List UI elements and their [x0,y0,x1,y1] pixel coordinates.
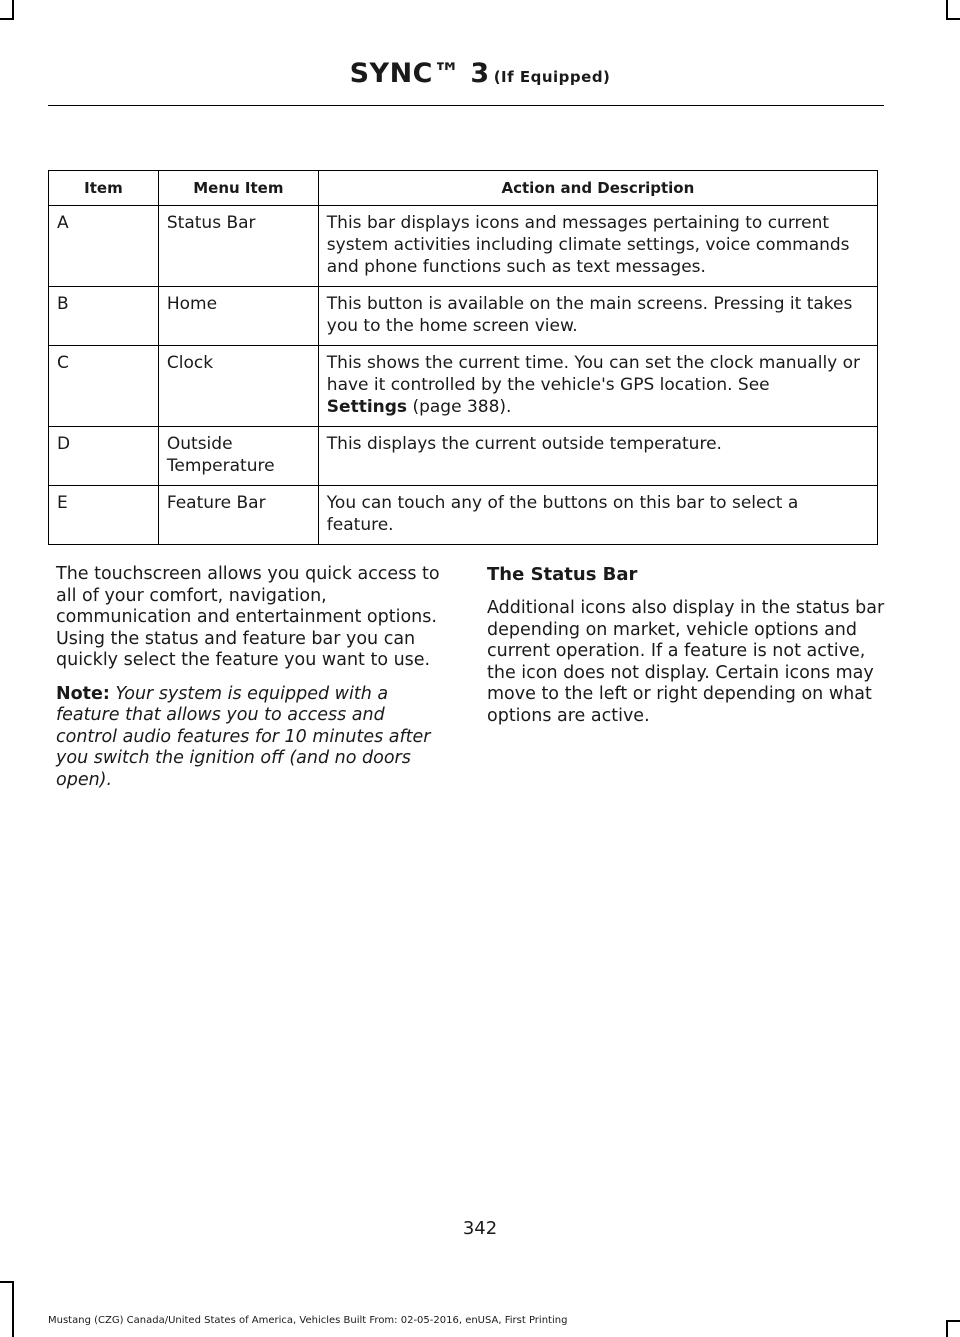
cell-description: This bar displays icons and messages pertaining to current system activities including climate settings, voice commands and phone functions such as text messages. [318,206,877,287]
cell-item: A [49,206,159,287]
page-title-main: SYNC™ 3 [349,58,490,89]
column-header-item: Item [49,171,159,206]
header-divider [48,105,884,106]
note-paragraph [56,684,448,792]
table-row [49,346,878,427]
cell-description: You can touch any of the buttons on this bar to select a feature. [318,486,877,545]
description-text: This shows the current time. You can set the clock manually or have it controlled by the vehicle's GPS location. See [326,353,861,395]
intro-paragraph: The touchscreen allows you quick access to all of your comfort, navigation, communication and entertainment options. Using the status and feature bar you can quickly select the feature you want to use. [56,564,440,670]
crop-mark [946,1320,960,1322]
cell-description: This button is available on the main screens. Pressing it takes you to the home screen view. [318,287,877,346]
crop-mark [12,0,14,18]
cell-description [318,346,877,427]
cell-menu-item: Feature Bar [158,486,318,545]
cell-item: B [49,287,159,346]
cell-item: C [49,346,159,427]
cell-menu-item: Home [158,287,318,346]
page-reference: (page 388). [407,397,512,417]
crop-mark [946,0,948,18]
crop-mark [946,18,960,20]
table-row [49,486,878,545]
table-row [49,427,878,486]
page-number: 342 [462,1218,498,1239]
cell-menu-item: Status Bar [158,206,318,287]
right-column [487,564,887,739]
note-label: Note: [56,683,110,704]
page-title-subtitle: (If Equipped) [493,68,611,86]
column-header-action: Action and Description [318,171,877,206]
note-text: Your system is equipped with a feature that allows you to access and control audio features for 10 minutes after you switch the ignition off (and no doors open). [56,683,431,790]
cell-menu-item: Outside Temperature [158,427,318,486]
table-header-row [49,171,878,206]
menu-items-table [48,170,878,545]
column-header-menu-item: Menu Item [158,171,318,206]
cell-item: E [49,486,159,545]
crop-mark [946,1320,948,1337]
section-heading: The Status Bar [487,564,638,585]
crop-mark [12,1281,14,1337]
crop-mark [0,1281,14,1283]
cell-menu-item: Clock [158,346,318,427]
table-row [49,206,878,287]
table-row [49,287,878,346]
left-column [56,564,448,803]
cell-item: D [49,427,159,486]
cell-description: This displays the current outside temperature. [318,427,877,486]
footer-text: Mustang (CZG) Canada/United States of America, Vehicles Built From: 02-05-2016, enUSA, First Printing [48,1315,568,1326]
page-title [0,58,960,89]
status-bar-paragraph: Additional icons also display in the status bar depending on market, vehicle options and current operation. If a feature is not active, the icon does not display. Certain icons may move to the left or right depending on what options are active. [487,598,885,726]
settings-reference-link[interactable]: Settings [326,397,408,417]
crop-mark [0,18,14,20]
